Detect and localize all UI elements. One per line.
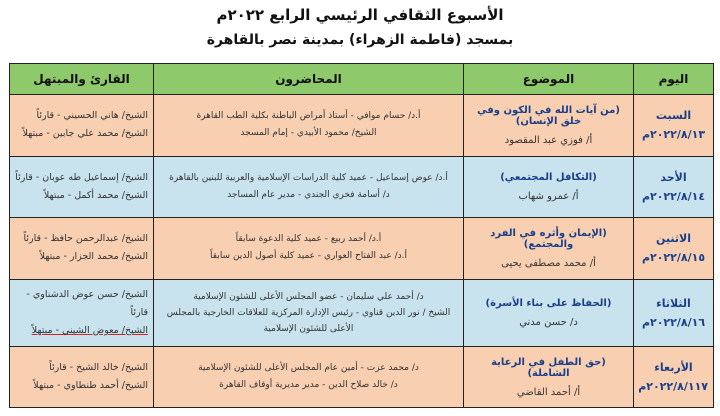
- schedule-table: [9, 63, 714, 408]
- reader-line: الشيخ/ هاني الحسيني - قارئاً: [36, 110, 148, 122]
- topic-title: (الإيمان وأثره في الفرد والمجتمع): [490, 227, 607, 250]
- reader-line: الشيخ/ محمد علي جابين - مبتهلاً: [22, 128, 148, 140]
- reader-line: الشيخ/ خالد الشيخ - قارئاً: [49, 362, 148, 374]
- lecturer-line: د/ أحمد علي سليمان - عضو المجلس الأعلى للشئون الإسلامية: [193, 292, 424, 303]
- column-header-reader: القارئ والمبتهل: [10, 64, 154, 95]
- topic-speaker: أ/ محمد مصطفى يحيى: [501, 257, 596, 269]
- day-cell: [634, 156, 714, 218]
- day-name: الاثنين: [656, 232, 691, 246]
- day-name: الأحد: [660, 170, 687, 184]
- reader-line: الشيخ/ محمد أكمل - مبتهلاً: [43, 189, 148, 201]
- lecturers-cell: [154, 218, 464, 280]
- table-header-row: [10, 64, 714, 95]
- lecturer-line: الشيخ / نور الدين قناوي - رئيس الإدارة المركزية للعلاقات الخارجية بالمجلس: [166, 308, 451, 319]
- topic-cell: [464, 347, 634, 408]
- day-date: ٢٠٢٢/٨/١٦م: [641, 316, 706, 330]
- day-name: الثلاثاء: [656, 297, 691, 311]
- lecturer-line: الشيخ/ محمود الأبيدي - إمام المسجد: [240, 128, 377, 139]
- topic-cell: [464, 156, 634, 218]
- column-header-lecturers: المحاضرون: [154, 64, 464, 95]
- day-name: السبت: [655, 109, 692, 123]
- topic-speaker: د/ حسن مدني: [519, 317, 578, 329]
- reader-line: الشيخ/ معوض الشيني - مبتهلاً: [31, 325, 148, 337]
- table-row: [10, 95, 714, 157]
- lecturers-cell: [154, 347, 464, 408]
- reader-cell: [10, 347, 154, 408]
- reader-line: الشيخ/ محمد الجزار - مبتهلاً: [39, 251, 148, 263]
- lecturer-line: أ.د/ أحمد ربيع - عميد كلية الدعوة سابقاً: [235, 234, 382, 245]
- reader-line: الشيخ/ أحمد طنطاوي - مبتهلاً: [33, 380, 148, 392]
- topic-cell: [464, 279, 634, 347]
- day-cell: [634, 279, 714, 347]
- column-header-day: اليوم: [634, 64, 714, 95]
- reader-line: الشيخ/ إسماعيل طه عوبان - قارئاً: [15, 171, 148, 183]
- page-title: الأسبوع الثقافي الرئيسي الرابع ٢٠٢٢م: [216, 6, 504, 24]
- topic-speaker: أ/ أحمد القاضي: [516, 386, 581, 398]
- lecturer-line: أ.د/ عبد الفتاح العواري - عميد كلية أصول الدين سابقاً: [210, 251, 407, 262]
- table-row: [10, 156, 714, 218]
- topic-title: (حق الطفل في الرعاية الشاملة): [491, 356, 606, 379]
- reader-cell: [10, 156, 154, 218]
- page-subtitle: بمسجد (فاطمة الزهراء) بمدينة نصر بالقاهرة: [206, 32, 514, 48]
- day-date: ٢٠٢٢/٨/١٣م: [641, 128, 706, 142]
- topic-cell: [464, 218, 634, 280]
- reader-cell: [10, 218, 154, 280]
- lecturer-line: د/ أسامة فخري الجندي - مدير عام المساجد: [227, 189, 390, 200]
- lecturers-cell: [154, 279, 464, 347]
- day-date: ٢٠٢٢/٨/١٤م: [641, 189, 706, 203]
- topic-title: (الحفاظ على بناء الأسرة): [485, 298, 612, 310]
- lecturer-line: أ.د/ عوض إسماعيل - عميد كلية الدراسات الإسلامية والعربية للبنين بالقاهرة: [169, 172, 448, 183]
- reader-cell: [10, 279, 154, 347]
- day-date: ٢٠٢٢/٨/١٥م: [641, 251, 706, 265]
- day-date: ٢٠٢٢/٨/١١٧م: [638, 380, 708, 394]
- column-header-topic: الموضوع: [464, 64, 634, 95]
- lecturers-cell: [154, 156, 464, 218]
- lecturer-line: الأعلى للشئون الإسلامية: [263, 324, 354, 335]
- reader-line: الشيخ/ عبدالرحمن حافظ - قارئاً: [23, 233, 148, 245]
- topic-title: (من آيات الله في الكون وفي خلق الإنسان): [477, 104, 620, 127]
- day-cell: [634, 347, 714, 408]
- table-row: [10, 279, 714, 347]
- day-cell: [634, 218, 714, 280]
- reader-line: الشيخ/ حسن عوض الدشناوي - قارئاً: [26, 289, 148, 319]
- lecturer-line: د/ محمد عزت - أمين عام المجلس الأعلى للشئون الإسلامية: [198, 363, 419, 374]
- topic-title: (التكافل المجتمعي): [500, 171, 597, 183]
- table-row: [10, 218, 714, 280]
- lecturers-cell: [154, 95, 464, 157]
- table-row: [10, 347, 714, 408]
- topic-cell: [464, 95, 634, 157]
- lecturer-line: د/ خالد صلاح الدين - مدير مديرية أوقاف القاهرة: [219, 380, 398, 391]
- day-cell: [634, 95, 714, 157]
- lecturer-line: أ.د/ حسام موافي - أستاذ أمراض الباطنة بكلية الطب القاهرة: [196, 111, 421, 122]
- topic-speaker: أ/ عمرو شهاب: [518, 190, 579, 202]
- reader-cell: [10, 95, 154, 157]
- day-name: الأربعاء: [654, 361, 693, 375]
- topic-speaker: أ/ فوزي عبد المقصود: [504, 134, 593, 146]
